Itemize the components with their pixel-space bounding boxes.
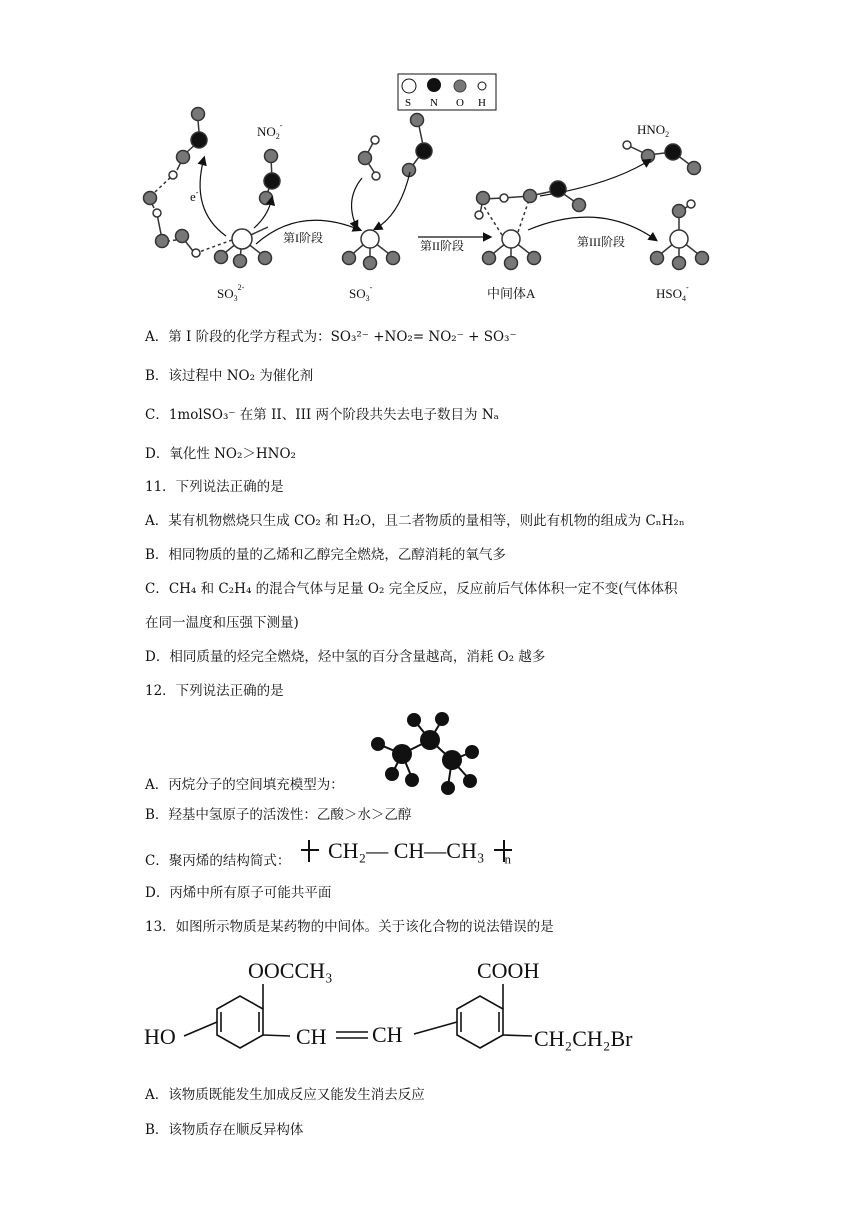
q11-option-c-cont: 在同一温度和压强下测量) bbox=[145, 615, 299, 631]
q11-stem: 11．下列说法正确的是 bbox=[145, 479, 284, 495]
group-ethyl-bromide: CH₂CH₂Br bbox=[534, 1026, 633, 1051]
q11-option-c: C．CH₄ 和 C₂H₄ 的混合气体与足量 O₂ 完全反应，反应前后气体体积一定不变(气体体积 bbox=[145, 581, 678, 597]
q10-option-a: A．第 I 阶段的化学方程式为：SO₃²⁻ +NO₂= NO₂⁻ + SO₃⁻ bbox=[145, 329, 517, 345]
group-acid: COOH bbox=[477, 958, 540, 983]
legend-o: O bbox=[456, 97, 464, 109]
label-no2-minus: $NO_2^-$ bbox=[257, 121, 283, 141]
q11-option-a: A．某有机物燃烧只生成 CO₂ 和 H₂O，且二者物质的量相等，则此有机物的组成为 CₙH₂ₙ bbox=[145, 513, 685, 529]
group-ch-left: CH bbox=[296, 1024, 327, 1049]
diagram-labels bbox=[190, 121, 689, 303]
propane-model bbox=[366, 708, 490, 800]
so3-2-molecule bbox=[144, 108, 272, 268]
intermediate-a-molecule bbox=[475, 181, 586, 270]
q12-option-b: B．羟基中氢原子的活泼性：乙酸＞水＞乙醇 bbox=[145, 807, 412, 823]
q13-stem: 13．如图所示物质是某药物的中间体。关于该化合物的说法错误的是 bbox=[145, 919, 554, 935]
water-molecule bbox=[359, 136, 381, 180]
polypropylene-formula bbox=[308, 836, 511, 873]
q11-option-d: D．相同质量的烃完全燃烧，烃中氢的百分含量越高，消耗 O₂ 越多 bbox=[145, 649, 546, 665]
label-electron: e- bbox=[190, 188, 199, 204]
q12-option-a: A．丙烷分子的空间填充模型为： bbox=[145, 777, 344, 793]
label-so3-minus: $SO_3^-$ bbox=[349, 283, 373, 303]
group-ch-right: CH bbox=[372, 1022, 403, 1047]
no2-molecule bbox=[403, 114, 433, 177]
q10-option-b: B．该过程中 NO₂ 为催化剂 bbox=[145, 368, 314, 384]
legend-n: N bbox=[430, 97, 438, 109]
polymer-repeat-unit: CH₂— CH—CH₃ bbox=[328, 838, 485, 863]
q13-option-a: A．该物质既能发生加成反应又能发生消去反应 bbox=[145, 1087, 425, 1103]
atom-legend bbox=[398, 74, 496, 110]
q12-option-c: C．聚丙烯的结构简式： bbox=[145, 853, 291, 869]
stilbene-structure bbox=[140, 952, 680, 1072]
q10-option-c: C．1molSO₃⁻ 在第 II、III 两个阶段共失去电子数目为 Nₐ bbox=[145, 407, 499, 423]
polymer-n: n bbox=[504, 851, 512, 867]
label-stage-2: 第II阶段 bbox=[420, 239, 464, 253]
legend-h: H bbox=[478, 97, 486, 109]
label-stage-1: 第I阶段 bbox=[283, 231, 323, 245]
hso4-molecule bbox=[651, 200, 709, 270]
label-hso4: $HSO_4^-$ bbox=[656, 283, 689, 303]
mechanism-diagram bbox=[0, 0, 860, 310]
label-stage-3: 第III阶段 bbox=[577, 235, 625, 249]
so3-minus-molecule bbox=[343, 230, 400, 270]
q12-option-d: D．丙烯中所有原子可能共平面 bbox=[145, 885, 332, 901]
label-intermediate-a: 中间体A bbox=[487, 286, 536, 301]
group-ho: HO bbox=[144, 1024, 176, 1049]
q11-option-b: B．相同物质的量的乙烯和乙醇完全燃烧，乙醇消耗的氧气多 bbox=[145, 547, 506, 563]
hno2-molecule bbox=[623, 141, 701, 175]
label-so3-2: $SO_3^{2-}$ bbox=[217, 283, 245, 303]
no2-minus bbox=[260, 150, 281, 205]
q10-option-d: D．氧化性 NO₂＞HNO₂ bbox=[145, 446, 296, 462]
label-hno2: $HNO_2$ bbox=[637, 122, 670, 139]
legend-s: S bbox=[405, 97, 412, 109]
q13-option-b: B．该物质存在顺反异构体 bbox=[145, 1122, 304, 1138]
group-ester: OOCCH₃ bbox=[248, 958, 333, 983]
q12-stem: 12．下列说法正确的是 bbox=[145, 683, 284, 699]
